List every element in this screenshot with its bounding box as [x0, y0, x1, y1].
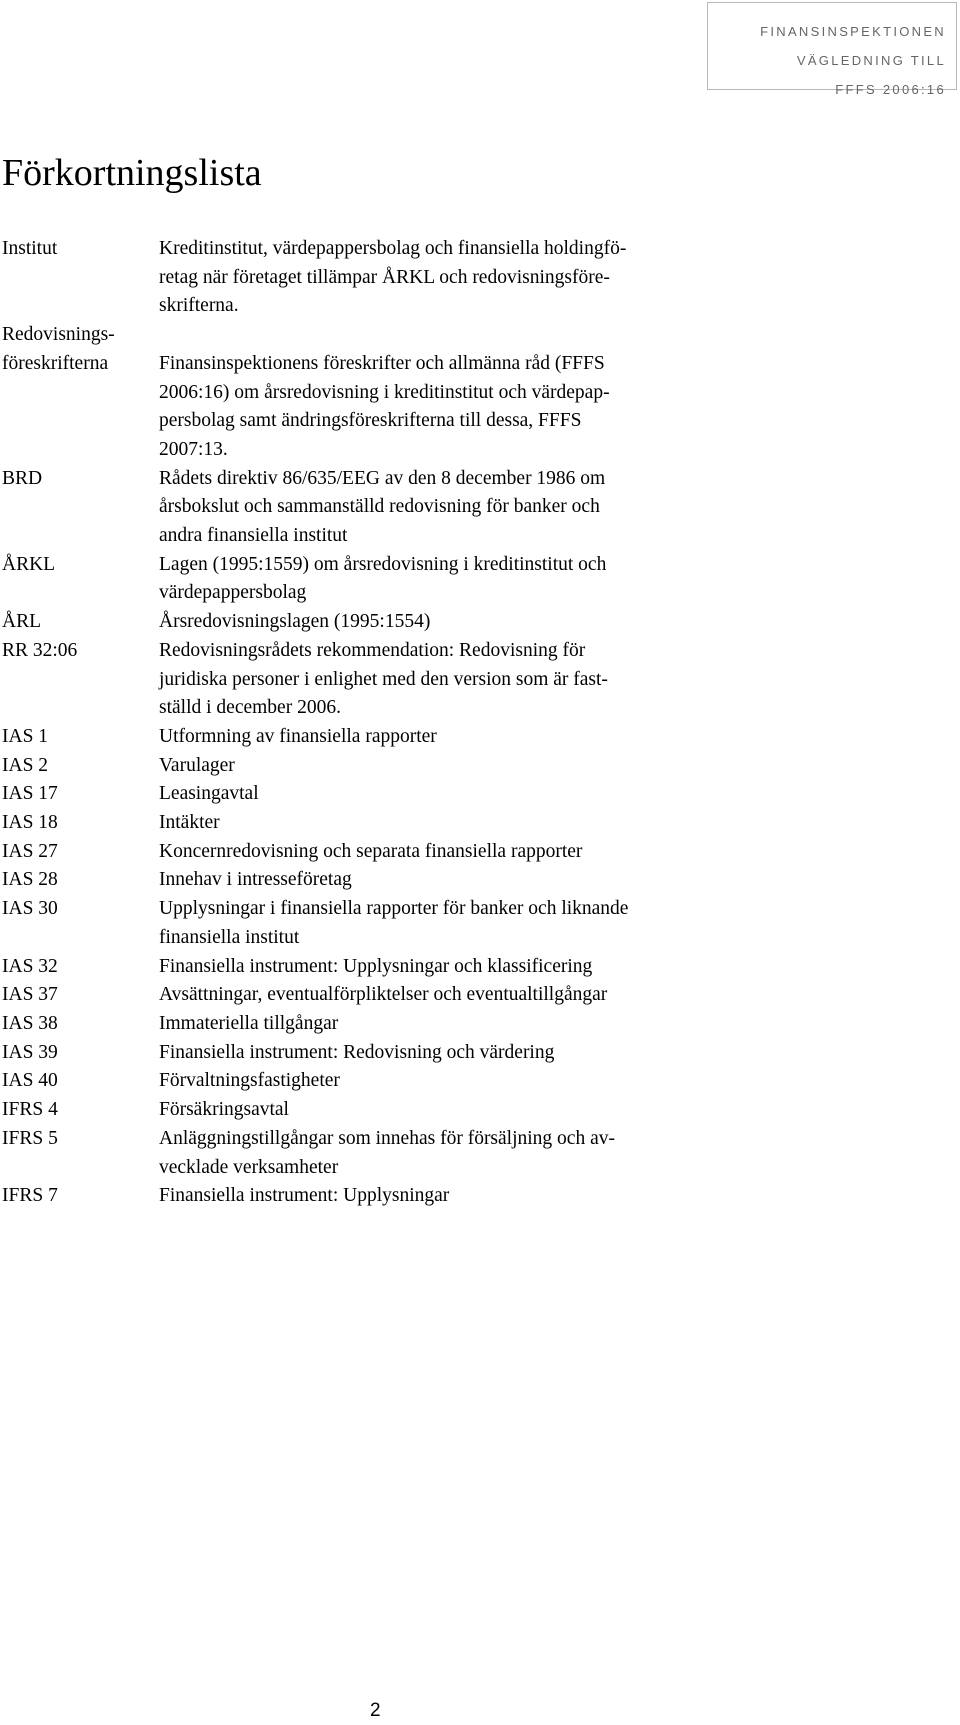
abbreviation-entry	[2, 953, 742, 982]
page-title: Förkortningslista	[2, 152, 262, 194]
abbreviation-entry	[2, 1010, 742, 1039]
abbreviation-term: RR 32:06	[2, 639, 78, 661]
abbreviation-definition: Kreditinstitut, värdepappersbolag och finansiella holdingfö- retag när företaget tillämpar ÅRKL och redovisningsföre- skrifterna.	[159, 238, 627, 317]
abbreviation-term: IAS 32	[2, 955, 58, 977]
abbreviation-entry	[2, 321, 742, 465]
page-number: 2	[370, 1700, 381, 1721]
document-header-box	[707, 2, 957, 97]
abbreviation-entry	[2, 981, 742, 1010]
abbreviation-term: IAS 18	[2, 812, 58, 834]
abbreviation-entry	[2, 1125, 742, 1182]
abbreviation-entry	[2, 895, 742, 952]
abbreviation-term: Institut	[2, 238, 58, 259]
abbreviation-term: IAS 40	[2, 1070, 58, 1092]
abbreviation-term: IAS 30	[2, 898, 58, 920]
abbreviation-term: IAS 39	[2, 1041, 58, 1063]
abbreviation-entry	[2, 235, 742, 321]
abbreviation-entry	[2, 866, 742, 895]
abbreviation-entry	[2, 780, 742, 809]
abbreviation-entry	[2, 551, 742, 608]
abbreviation-entry	[2, 637, 742, 723]
abbreviation-term: IFRS 5	[2, 1127, 58, 1149]
abbreviation-definition: Varulager	[159, 754, 235, 776]
abbreviation-definition: Utformning av finansiella rapporter	[159, 725, 437, 747]
abbreviation-term: ÅRL	[2, 611, 41, 633]
abbreviation-definition: Innehav i intresseföretag	[159, 869, 352, 891]
abbreviation-definition: Upplysningar i finansiella rapporter för banker och liknande finansiella institut	[159, 898, 629, 948]
abbreviation-entry	[2, 1039, 742, 1068]
abbreviation-entry	[2, 1096, 742, 1125]
abbreviation-term: IAS 27	[2, 840, 58, 862]
abbreviation-definition: Lagen (1995:1559) om årsredovisning i kreditinstitut och värdepappersbolag	[159, 553, 607, 604]
abbreviation-term: ÅRKL	[2, 553, 56, 575]
abbreviation-term: IAS 2	[2, 754, 49, 776]
abbreviation-term: BRD	[2, 467, 43, 489]
abbreviation-entry	[2, 465, 742, 551]
abbreviation-definition: Finansiella instrument: Redovisning och värdering	[159, 1041, 555, 1063]
header-guidance: VÄGLEDNING TILL	[796, 53, 946, 68]
abbreviation-term: IAS 38	[2, 1012, 58, 1034]
abbreviation-definition: Redovisningsrådets rekommendation: Redovisning för juridiska personer i enlighet med den version som är fast- ställd i december 2006.	[159, 639, 608, 719]
abbreviation-entry	[2, 809, 742, 838]
abbreviation-entry	[2, 838, 742, 867]
abbreviation-term: IAS 37	[2, 984, 58, 1006]
abbreviation-definition: Finansinspektionens föreskrifter och allmänna råd (FFFS 2006:16) om årsredovisning i kreditinstitut och värdepap- persbolag samt ändringsföreskrifterna till dessa, FFFS 2007:13.	[159, 352, 610, 460]
abbreviation-definition: Finansiella instrument: Upplysningar och klassificering	[159, 955, 593, 977]
abbreviation-definition: Immateriella tillgångar	[159, 1012, 339, 1034]
abbreviation-term: Redovisnings- föreskrifterna	[2, 324, 115, 374]
abbreviation-definition: Förvaltningsfastigheter	[159, 1070, 340, 1092]
abbreviation-definition: Försäkringsavtal	[159, 1099, 289, 1121]
abbreviation-term: IFRS 4	[2, 1099, 58, 1121]
abbreviation-term: IAS 1	[2, 725, 49, 747]
abbreviation-definition: Koncernredovisning och separata finansiella rapporter	[159, 840, 583, 862]
abbreviation-definition: Avsättningar, eventualförpliktelser och eventualtillgångar	[159, 984, 608, 1006]
abbreviation-list	[2, 235, 742, 1211]
header-regulation: FFFS 2006:16	[835, 82, 946, 97]
abbreviation-definition: Intäkter	[159, 812, 220, 834]
abbreviation-entry	[2, 608, 742, 637]
abbreviation-entry	[2, 723, 742, 752]
abbreviation-definition: Rådets direktiv 86/635/EEG av den 8 december 1986 om årsbokslut och sammanställd redovisning för banker och andra finansiella institut	[159, 467, 606, 547]
abbreviation-entry	[2, 1182, 742, 1211]
abbreviation-definition: Anläggningstillgångar som innehas för försäljning och av- vecklade verksamheter	[159, 1127, 615, 1178]
abbreviation-definition: Årsredovisningslagen (1995:1554)	[159, 611, 431, 633]
abbreviation-definition: Leasingavtal	[159, 783, 259, 805]
abbreviation-definition: Finansiella instrument: Upplysningar	[159, 1185, 450, 1207]
abbreviation-term: IFRS 7	[2, 1185, 58, 1207]
header-agency: FINANSINSPEKTIONEN	[760, 24, 946, 39]
abbreviation-term: IAS 17	[2, 783, 58, 805]
abbreviation-entry	[2, 752, 742, 781]
abbreviation-entry	[2, 1067, 742, 1096]
abbreviation-term: IAS 28	[2, 869, 58, 891]
